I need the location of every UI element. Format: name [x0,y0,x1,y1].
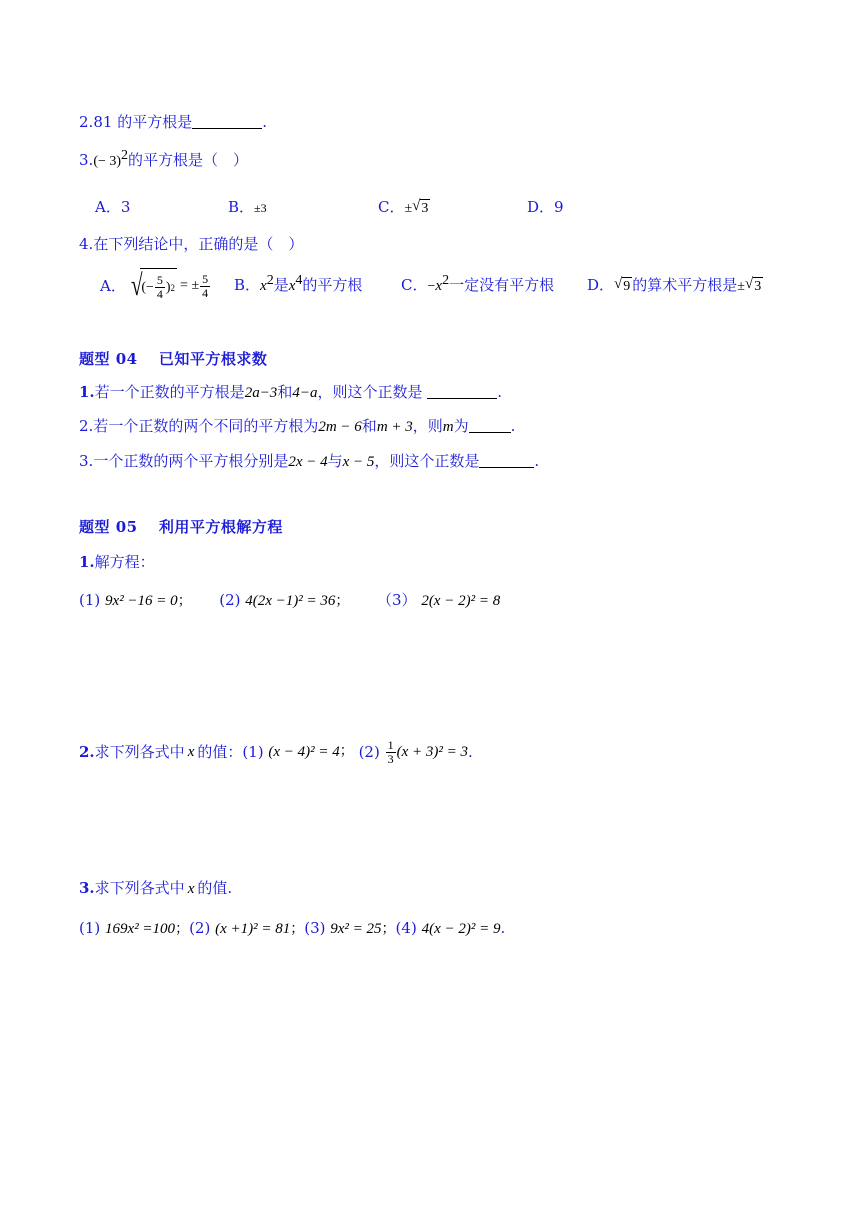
question-text: 求下列各式中 [94,743,185,761]
separator: ； [290,922,305,937]
separator: ； [177,594,192,609]
q2-number: 81 [93,113,113,131]
question-text: ，则这个正数是 [374,452,480,470]
type04-question-2 [79,416,515,437]
sqrt-expression: √ 3 [412,198,429,216]
fraction [200,273,210,300]
option-label: A． [95,198,121,216]
radicand: 9 [623,279,631,294]
option-label: D． [527,198,555,216]
option-label: C． [378,198,405,216]
separator: ； [175,922,190,937]
equation: (x − 4)² = 4 [268,744,340,760]
math-expression: 4−a [292,385,318,401]
q3-text: 的平方根是（ ） [128,151,249,169]
sqrt-expression: √ 3 [744,276,762,294]
math-expression: m + 3 [376,419,413,435]
math-expression: 2x − 4 [288,454,328,470]
q3-option-a[interactable] [95,197,130,217]
sqrt-expression: √ 9 [614,276,631,294]
var-x: x [260,278,267,294]
option-label: B． [228,198,255,216]
equation: 4(x − 2)² = 9 [421,921,501,937]
separator: ； [339,744,354,759]
type05-question-1 [79,552,155,572]
q3-expression: (− 3) [93,154,122,169]
conjunction: 和 [277,383,293,401]
equation: (x +1)² = 81 [215,921,291,937]
equation: 9x² = 25 [330,921,382,937]
var-x: x [187,744,195,760]
numerator: 5 [202,271,209,286]
answer-blank[interactable] [192,114,262,129]
option-label: B． [234,276,261,294]
question-text: 的值： [197,743,243,761]
sqrt-expression: √ (− $\frac{5}{4}$ ) 2 [130,269,176,302]
exponent: 2 [266,273,274,288]
question-text: 求下列各式中 [94,879,185,897]
end-period: . [534,452,540,470]
q4-prefix: 4. [79,235,94,253]
var-x: x [288,278,296,294]
question-number: 1. [79,383,95,401]
question-number: 1. [79,553,95,571]
option-value: 9 [554,198,564,216]
option-label: A． [100,277,126,295]
answer-blank[interactable] [427,384,497,399]
type05-q3-equations [79,918,505,940]
question-4 [79,234,303,254]
math-expression: 2m − 6 [318,419,362,435]
type05-question-2 [79,739,473,765]
q2-end: . [262,113,267,131]
equation-label: （3） [376,591,417,609]
equation-label: (3) [304,919,326,937]
fraction [386,739,396,766]
separator: ； [381,922,396,937]
question-number: 3. [79,452,94,470]
q2-prefix: 2. [79,113,94,131]
type05-question-3 [79,878,232,899]
question-number: 2. [79,417,94,435]
question-number: 3. [79,879,95,897]
text: 一定没有平方根 [449,276,555,294]
type05-equations-row [79,590,500,612]
text: 的算术平方根是 [632,276,738,294]
equation-label: (4) [395,919,417,937]
answer-blank[interactable] [469,418,511,433]
type04-question-1 [79,382,502,403]
equation-label: (1) [242,743,264,761]
q4-option-b[interactable] [234,275,362,296]
math-expression: x − 5 [342,454,375,470]
fraction [155,274,165,301]
option-label: C． [401,276,428,294]
question-number: 2. [79,743,95,761]
var-m: m [442,419,454,435]
conjunction: 和 [361,417,377,435]
q2-text: 的平方根是 [117,113,193,131]
option-value: 3 [120,198,131,216]
var-x: x [187,881,195,897]
denominator: 4 [202,285,209,300]
q3-option-b[interactable] [228,197,267,218]
text: 是 [273,276,289,294]
radicand: 3 [754,279,762,294]
q3-exponent: 2 [121,148,129,163]
text: 的平方根 [302,276,363,294]
q3-prefix: 3. [79,151,94,169]
q3-option-d[interactable] [527,197,564,217]
section-heading-type05: 题型 05 利用平方根解方程 [79,518,283,536]
question-text: ，则 [412,417,443,435]
section-heading-type04: 题型 04 已知平方根求数 [79,350,268,368]
question-text: 一个正数的两个平方根分别是 [93,452,289,470]
option-value: ±3 [254,201,267,215]
var-x: x [435,278,443,294]
exponent: 2 [442,273,450,288]
exponent: 4 [295,273,303,288]
equation: (x + 3)² = 3 [396,744,468,760]
equation: 9x² −16 = 0 [105,593,178,609]
equation-label: (2) [189,919,211,937]
question-2 [79,112,267,132]
question-text: 解方程： [94,553,155,571]
end-period: . [510,417,516,435]
equation: 2(x − 2)² = 8 [421,593,501,609]
end-period: . [500,919,506,937]
conjunction: 与 [327,452,343,470]
answer-blank[interactable] [479,453,534,468]
q3-option-c[interactable] [378,197,430,219]
math-expression: 2a−3 [244,385,278,401]
q4-option-d[interactable] [587,275,763,297]
equation: 169x² =100 [105,921,176,937]
minus-sign: − [427,279,436,294]
radicand: (− $\frac{5}{4}$ ) 2 [140,268,177,304]
denominator: 3 [387,751,394,766]
equation-label: (1) [79,591,101,609]
type04-question-3 [79,451,539,472]
q4-text: 在下列结论中，正确的是（ ） [93,235,304,253]
end-period: . [497,383,503,401]
equation-label: (2) [358,743,380,761]
pm-sign: ± [737,279,745,294]
radicand: 3 [421,201,429,216]
q4-option-a[interactable] [100,266,211,306]
option-pm: ± [404,201,413,216]
question-text: 的值. [197,879,233,897]
equation-label: (1) [79,919,101,937]
numerator: 5 [156,273,163,287]
separator: ； [335,594,350,609]
numerator: 1 [387,737,394,752]
question-text: ，则这个正数是 [317,383,423,401]
equation-label: (2) [219,591,241,609]
question-text: 若一个正数的平方根是 [94,383,245,401]
denominator: 4 [156,287,163,301]
question-3 [79,150,248,172]
question-text: 若一个正数的两个不同的平方根为 [93,417,319,435]
end-period: . [468,743,473,761]
equation: 4(2x −1)² = 36 [245,593,336,609]
question-text: 为 [453,417,469,435]
q4-option-c[interactable] [401,275,554,297]
equals-pm: = ± [180,278,200,293]
option-label: D． [587,276,615,294]
